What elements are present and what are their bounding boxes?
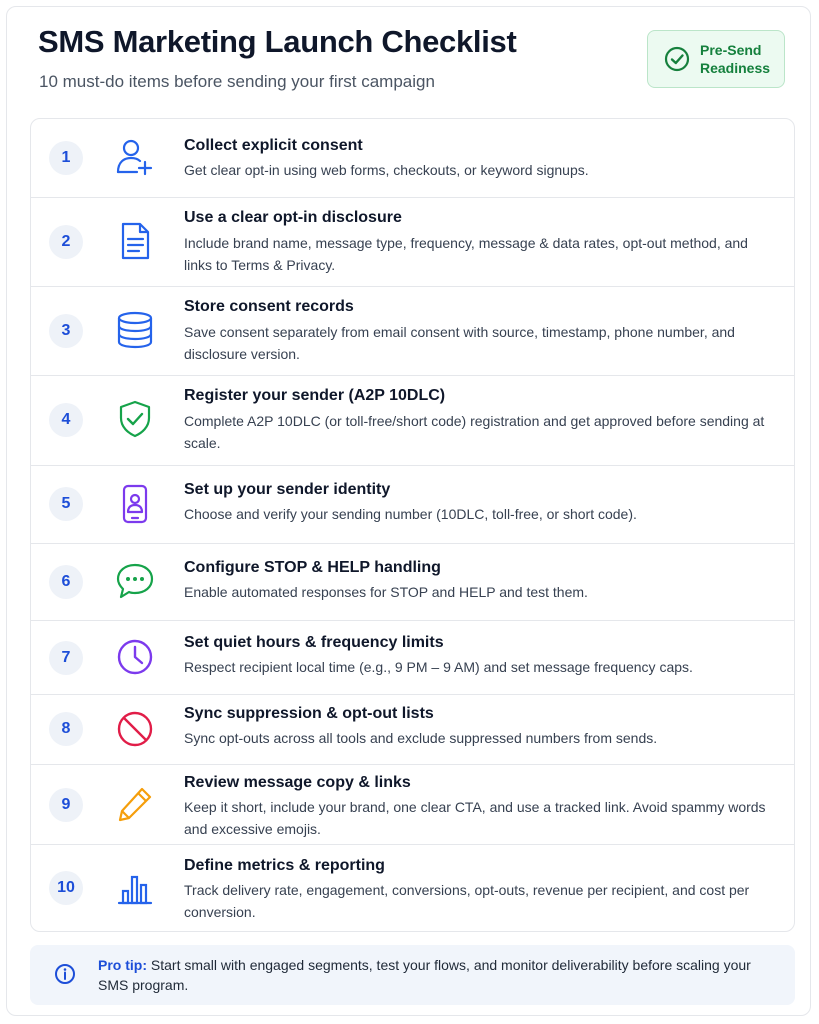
item-number: 1 bbox=[49, 141, 83, 175]
chat-bubble-icon bbox=[115, 561, 155, 601]
readiness-badge bbox=[647, 30, 785, 88]
row-divider bbox=[31, 286, 794, 287]
item-number: 4 bbox=[49, 403, 83, 437]
checklist-item bbox=[31, 543, 794, 620]
checklist-item bbox=[31, 764, 794, 844]
pencil-icon bbox=[115, 784, 155, 824]
item-number: 7 bbox=[49, 641, 83, 675]
item-title: Review message copy & links bbox=[184, 774, 411, 791]
item-description: Keep it short, include your brand, one clear CTA, and use a tracked link. Avoid spammy words and excessive emojis. bbox=[184, 799, 766, 837]
info-icon bbox=[54, 963, 76, 985]
item-title: Configure STOP & HELP handling bbox=[184, 559, 441, 576]
checklist-item bbox=[31, 465, 794, 543]
user-plus-icon bbox=[115, 137, 155, 177]
phone-user-icon bbox=[115, 484, 155, 524]
checklist-item bbox=[31, 375, 794, 465]
row-divider bbox=[31, 620, 794, 621]
item-description: Save consent separately from email consent with source, timestamp, phone number, and disclosure version. bbox=[184, 324, 735, 362]
item-description: Get clear opt-in using web forms, checkouts, or keyword signups. bbox=[184, 162, 589, 178]
checklist-item bbox=[31, 286, 794, 375]
checklist-item bbox=[31, 844, 794, 932]
item-number: 9 bbox=[49, 788, 83, 822]
item-title: Set quiet hours & frequency limits bbox=[184, 634, 444, 651]
item-title: Store consent records bbox=[184, 298, 354, 315]
clock-icon bbox=[115, 637, 155, 677]
item-description: Choose and verify your sending number (10DLC, toll-free, or short code). bbox=[184, 506, 637, 522]
row-divider bbox=[31, 694, 794, 695]
item-number: 3 bbox=[49, 314, 83, 348]
bar-chart-icon bbox=[115, 867, 155, 907]
item-title: Register your sender (A2P 10DLC) bbox=[184, 387, 446, 404]
item-number: 10 bbox=[49, 871, 83, 905]
item-number: 5 bbox=[49, 487, 83, 521]
item-description: Include brand name, message type, frequency, message & data rates, opt-out method, and links to Terms & Privacy. bbox=[184, 235, 748, 273]
row-divider bbox=[31, 844, 794, 845]
row-divider bbox=[31, 375, 794, 376]
page-title: SMS Marketing Launch Checklist bbox=[38, 24, 517, 59]
item-title: Use a clear opt-in disclosure bbox=[184, 209, 402, 226]
item-title: Sync suppression & opt-out lists bbox=[184, 705, 434, 722]
item-number: 8 bbox=[49, 712, 83, 746]
checklist-item bbox=[31, 119, 794, 197]
item-title: Define metrics & reporting bbox=[184, 857, 385, 874]
database-icon bbox=[115, 310, 155, 350]
pro-tip-box bbox=[30, 945, 795, 1005]
page-subtitle: 10 must-do items before sending your first campaign bbox=[39, 72, 435, 91]
row-divider bbox=[31, 764, 794, 765]
item-description: Sync opt-outs across all tools and exclude suppressed numbers from sends. bbox=[184, 730, 658, 746]
checklist-item bbox=[31, 620, 794, 694]
item-title: Collect explicit consent bbox=[184, 137, 363, 154]
checklist-item bbox=[31, 694, 794, 764]
block-icon bbox=[115, 709, 155, 749]
shield-check-icon bbox=[115, 399, 155, 439]
document-icon bbox=[115, 221, 155, 261]
check-circle-icon bbox=[664, 46, 690, 72]
item-number: 6 bbox=[49, 565, 83, 599]
pro-tip-body: Start small with engaged segments, test your flows, and monitor deliverability before scaling your SMS program. bbox=[98, 957, 751, 993]
item-title: Set up your sender identity bbox=[184, 481, 391, 498]
badge-line-1: Pre-Send bbox=[700, 42, 762, 58]
pro-tip-text bbox=[98, 955, 778, 995]
row-divider bbox=[31, 543, 794, 544]
row-divider bbox=[31, 197, 794, 198]
item-description: Respect recipient local time (e.g., 9 PM – 9 AM) and set message frequency caps. bbox=[184, 659, 693, 675]
item-number: 2 bbox=[49, 225, 83, 259]
item-description: Complete A2P 10DLC (or toll-free/short code) registration and get approved before sending at scale. bbox=[184, 413, 765, 451]
checklist bbox=[30, 118, 795, 932]
badge-line-2: Readiness bbox=[700, 60, 771, 76]
item-description: Enable automated responses for STOP and HELP and test them. bbox=[184, 584, 588, 600]
item-description: Track delivery rate, engagement, conversions, opt-outs, revenue per recipient, and cost per conversion. bbox=[184, 882, 750, 920]
checklist-item bbox=[31, 197, 794, 286]
pro-tip-label: Pro tip: bbox=[98, 957, 147, 973]
row-divider bbox=[31, 465, 794, 466]
